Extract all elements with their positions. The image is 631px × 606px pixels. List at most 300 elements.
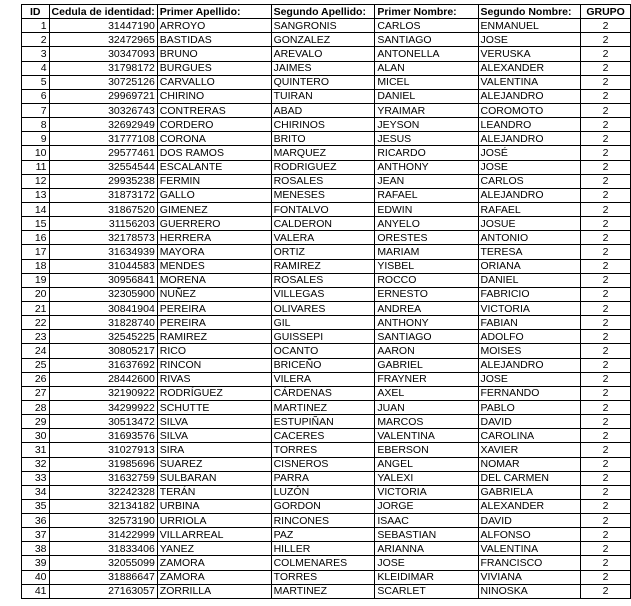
- table-row: [22, 217, 631, 231]
- cell-cedula: 31447190: [49, 19, 157, 33]
- cell-id: 25: [22, 358, 50, 372]
- cell-cedula: 31833406: [49, 542, 157, 556]
- header-primer-apellido: Primer Apellido:: [157, 5, 271, 19]
- cell-segundo-apellido: GUISSEPI: [271, 330, 375, 344]
- cell-cedula: 31634939: [49, 245, 157, 259]
- cell-segundo-apellido: QUINTERO: [271, 75, 375, 89]
- cell-segundo-nombre: VIVIANA: [478, 570, 581, 584]
- table-row: [22, 231, 631, 245]
- cell-segundo-nombre: PABLO: [478, 400, 581, 414]
- cell-primer-nombre: SANTIAGO: [375, 33, 478, 47]
- cell-cedula: 32305900: [49, 287, 157, 301]
- cell-cedula: 32178573: [49, 231, 157, 245]
- cell-primer-nombre: ERNESTO: [375, 287, 478, 301]
- cell-grupo: 2: [581, 61, 631, 75]
- cell-grupo: 2: [581, 499, 631, 513]
- cell-cedula: 31027913: [49, 443, 157, 457]
- cell-id: 13: [22, 188, 50, 202]
- cell-primer-nombre: AXEL: [375, 386, 478, 400]
- cell-segundo-apellido: BRITO: [271, 132, 375, 146]
- cell-primer-nombre: ARIANNA: [375, 542, 478, 556]
- cell-grupo: 2: [581, 556, 631, 570]
- cell-segundo-nombre: ALFONSO: [478, 528, 581, 542]
- table-row: [22, 457, 631, 471]
- cell-primer-apellido: TERÁN: [157, 485, 271, 499]
- cell-segundo-nombre: MOISES: [478, 344, 581, 358]
- cell-grupo: 2: [581, 301, 631, 315]
- cell-primer-apellido: ZAMORA: [157, 556, 271, 570]
- cell-cedula: 29577461: [49, 146, 157, 160]
- cell-grupo: 2: [581, 443, 631, 457]
- cell-segundo-nombre: NINOSKA: [478, 584, 581, 598]
- cell-segundo-apellido: CALDERON: [271, 217, 375, 231]
- cell-cedula: 31422999: [49, 528, 157, 542]
- cell-segundo-nombre: FABIAN: [478, 316, 581, 330]
- cell-segundo-apellido: TUIRAN: [271, 89, 375, 103]
- table-body: [22, 19, 631, 599]
- cell-primer-apellido: YANEZ: [157, 542, 271, 556]
- cell-grupo: 2: [581, 570, 631, 584]
- cell-primer-apellido: URRIOLA: [157, 514, 271, 528]
- cell-segundo-apellido: OCANTO: [271, 344, 375, 358]
- cell-id: 37: [22, 528, 50, 542]
- cell-id: 3: [22, 47, 50, 61]
- cell-primer-apellido: SUAREZ: [157, 457, 271, 471]
- cell-segundo-nombre: GABRIELA: [478, 485, 581, 499]
- cell-segundo-nombre: VICTORIA: [478, 301, 581, 315]
- cell-primer-nombre: ORESTES: [375, 231, 478, 245]
- table-row: [22, 103, 631, 117]
- cell-grupo: 2: [581, 217, 631, 231]
- table-row: [22, 556, 631, 570]
- cell-segundo-apellido: LUZÓN: [271, 485, 375, 499]
- cell-id: 12: [22, 174, 50, 188]
- cell-grupo: 2: [581, 528, 631, 542]
- cell-primer-nombre: ANTONELLA: [375, 47, 478, 61]
- cell-primer-nombre: KLEIDIMAR: [375, 570, 478, 584]
- cell-cedula: 31637692: [49, 358, 157, 372]
- table-row: [22, 202, 631, 216]
- cell-cedula: 30513472: [49, 415, 157, 429]
- cell-segundo-nombre: DEL CARMEN: [478, 471, 581, 485]
- cell-segundo-nombre: ALEJANDRO: [478, 89, 581, 103]
- cell-segundo-apellido: CACERES: [271, 429, 375, 443]
- table-row: [22, 386, 631, 400]
- cell-cedula: 30347093: [49, 47, 157, 61]
- cell-primer-nombre: VALENTINA: [375, 429, 478, 443]
- cell-grupo: 2: [581, 188, 631, 202]
- cell-segundo-nombre: FERNANDO: [478, 386, 581, 400]
- cell-segundo-nombre: ENMANUEL: [478, 19, 581, 33]
- table-row: [22, 89, 631, 103]
- cell-id: 10: [22, 146, 50, 160]
- table-row: [22, 499, 631, 513]
- cell-segundo-apellido: ABAD: [271, 103, 375, 117]
- cell-grupo: 2: [581, 47, 631, 61]
- cell-grupo: 2: [581, 514, 631, 528]
- cell-grupo: 2: [581, 415, 631, 429]
- cell-primer-nombre: DANIEL: [375, 89, 478, 103]
- table-row: [22, 542, 631, 556]
- cell-id: 40: [22, 570, 50, 584]
- cell-id: 27: [22, 386, 50, 400]
- cell-grupo: 2: [581, 485, 631, 499]
- cell-id: 28: [22, 400, 50, 414]
- table-row: [22, 528, 631, 542]
- cell-grupo: 2: [581, 372, 631, 386]
- cell-segundo-apellido: CHIRINOS: [271, 118, 375, 132]
- cell-segundo-nombre: DAVID: [478, 514, 581, 528]
- cell-grupo: 2: [581, 542, 631, 556]
- cell-segundo-apellido: BRICEÑO: [271, 358, 375, 372]
- table-row: [22, 273, 631, 287]
- cell-id: 8: [22, 118, 50, 132]
- cell-primer-nombre: JOSE: [375, 556, 478, 570]
- cell-segundo-nombre: ADOLFO: [478, 330, 581, 344]
- cell-segundo-apellido: ESTUPIÑAN: [271, 415, 375, 429]
- cell-segundo-nombre: COROMOTO: [478, 103, 581, 117]
- cell-grupo: 2: [581, 358, 631, 372]
- cell-id: 35: [22, 499, 50, 513]
- header-primer-nombre: Primer Nombre:: [375, 5, 478, 19]
- cell-primer-nombre: ROCCO: [375, 273, 478, 287]
- cell-id: 39: [22, 556, 50, 570]
- cell-grupo: 2: [581, 259, 631, 273]
- header-segundo-apellido: Segundo Apellido:: [271, 5, 375, 19]
- cell-cedula: 31867520: [49, 202, 157, 216]
- cell-primer-apellido: FERMIN: [157, 174, 271, 188]
- table-row: [22, 75, 631, 89]
- cell-cedula: 30956841: [49, 273, 157, 287]
- cell-id: 31: [22, 443, 50, 457]
- cell-primer-nombre: ANYELO: [375, 217, 478, 231]
- cell-cedula: 32472965: [49, 33, 157, 47]
- cell-cedula: 31044583: [49, 259, 157, 273]
- cell-id: 4: [22, 61, 50, 75]
- cell-segundo-nombre: JOSÉ: [478, 146, 581, 160]
- cell-segundo-apellido: TORRES: [271, 570, 375, 584]
- header-segundo-nombre: Segundo Nombre:: [478, 5, 581, 19]
- cell-id: 20: [22, 287, 50, 301]
- cell-grupo: 2: [581, 316, 631, 330]
- table-row: [22, 443, 631, 457]
- cell-segundo-nombre: RAFAEL: [478, 202, 581, 216]
- student-roster-table: [21, 4, 631, 599]
- cell-grupo: 2: [581, 287, 631, 301]
- cell-segundo-apellido: GONZALEZ: [271, 33, 375, 47]
- cell-segundo-nombre: TERESA: [478, 245, 581, 259]
- cell-id: 32: [22, 457, 50, 471]
- cell-cedula: 31873172: [49, 188, 157, 202]
- cell-cedula: 29935238: [49, 174, 157, 188]
- cell-primer-nombre: MICEL: [375, 75, 478, 89]
- cell-segundo-nombre: CARLOS: [478, 174, 581, 188]
- cell-primer-nombre: GABRIEL: [375, 358, 478, 372]
- cell-primer-apellido: HERRERA: [157, 231, 271, 245]
- cell-segundo-apellido: ROSALES: [271, 174, 375, 188]
- cell-id: 33: [22, 471, 50, 485]
- table-row: [22, 358, 631, 372]
- cell-segundo-apellido: MENESES: [271, 188, 375, 202]
- header-cedula: Cedula de identidad:: [49, 5, 157, 19]
- cell-primer-apellido: CORDERO: [157, 118, 271, 132]
- cell-primer-nombre: SANTIAGO: [375, 330, 478, 344]
- table-row: [22, 160, 631, 174]
- cell-primer-nombre: RICARDO: [375, 146, 478, 160]
- cell-primer-nombre: SEBASTIAN: [375, 528, 478, 542]
- cell-cedula: 30841904: [49, 301, 157, 315]
- cell-primer-nombre: ANGEL: [375, 457, 478, 471]
- cell-primer-apellido: RICO: [157, 344, 271, 358]
- cell-grupo: 2: [581, 103, 631, 117]
- cell-grupo: 2: [581, 245, 631, 259]
- cell-id: 22: [22, 316, 50, 330]
- header-id: ID: [22, 5, 50, 19]
- cell-primer-apellido: SILVA: [157, 429, 271, 443]
- cell-segundo-apellido: CÁRDENAS: [271, 386, 375, 400]
- cell-primer-apellido: PEREIRA: [157, 301, 271, 315]
- cell-cedula: 30725126: [49, 75, 157, 89]
- cell-segundo-apellido: GORDON: [271, 499, 375, 513]
- table-row: [22, 33, 631, 47]
- cell-primer-apellido: SILVA: [157, 415, 271, 429]
- cell-primer-apellido: MAYORA: [157, 245, 271, 259]
- table-row: [22, 415, 631, 429]
- cell-segundo-apellido: FONTALVO: [271, 202, 375, 216]
- cell-primer-apellido: BURGUES: [157, 61, 271, 75]
- cell-grupo: 2: [581, 330, 631, 344]
- cell-cedula: 31828740: [49, 316, 157, 330]
- cell-segundo-apellido: AREVALO: [271, 47, 375, 61]
- cell-grupo: 2: [581, 202, 631, 216]
- cell-grupo: 2: [581, 132, 631, 146]
- cell-primer-apellido: BRUNO: [157, 47, 271, 61]
- cell-cedula: 32055099: [49, 556, 157, 570]
- cell-cedula: 31632759: [49, 471, 157, 485]
- table-row: [22, 570, 631, 584]
- cell-primer-apellido: SCHUTTE: [157, 400, 271, 414]
- cell-id: 16: [22, 231, 50, 245]
- cell-segundo-nombre: FABRICIO: [478, 287, 581, 301]
- cell-primer-apellido: GALLO: [157, 188, 271, 202]
- cell-segundo-apellido: PARRA: [271, 471, 375, 485]
- cell-id: 6: [22, 89, 50, 103]
- cell-segundo-apellido: RINCONES: [271, 514, 375, 528]
- cell-segundo-nombre: FRANCISCO: [478, 556, 581, 570]
- cell-cedula: 31777108: [49, 132, 157, 146]
- cell-segundo-apellido: ROSALES: [271, 273, 375, 287]
- cell-segundo-apellido: OLIVARES: [271, 301, 375, 315]
- table-row: [22, 174, 631, 188]
- cell-segundo-nombre: ALEXANDER: [478, 499, 581, 513]
- cell-cedula: 32545225: [49, 330, 157, 344]
- cell-primer-nombre: ISAAC: [375, 514, 478, 528]
- table-row: [22, 61, 631, 75]
- cell-primer-nombre: JEYSON: [375, 118, 478, 132]
- cell-primer-apellido: GUERRERO: [157, 217, 271, 231]
- cell-segundo-nombre: CAROLINA: [478, 429, 581, 443]
- cell-grupo: 2: [581, 19, 631, 33]
- cell-segundo-apellido: GIL: [271, 316, 375, 330]
- cell-cedula: 31798172: [49, 61, 157, 75]
- cell-grupo: 2: [581, 386, 631, 400]
- cell-cedula: 30326743: [49, 103, 157, 117]
- table-row: [22, 287, 631, 301]
- cell-grupo: 2: [581, 146, 631, 160]
- cell-grupo: 2: [581, 174, 631, 188]
- cell-segundo-nombre: VALENTINA: [478, 75, 581, 89]
- cell-primer-apellido: MENDES: [157, 259, 271, 273]
- cell-grupo: 2: [581, 429, 631, 443]
- table-row: [22, 330, 631, 344]
- cell-id: 14: [22, 202, 50, 216]
- cell-segundo-nombre: ALEJANDRO: [478, 358, 581, 372]
- cell-primer-apellido: RAMIREZ: [157, 330, 271, 344]
- cell-primer-apellido: ZORRILLA: [157, 584, 271, 598]
- cell-grupo: 2: [581, 75, 631, 89]
- cell-segundo-nombre: ALEJANDRO: [478, 132, 581, 146]
- cell-primer-nombre: SCARLET: [375, 584, 478, 598]
- cell-id: 23: [22, 330, 50, 344]
- cell-grupo: 2: [581, 584, 631, 598]
- cell-id: 38: [22, 542, 50, 556]
- cell-grupo: 2: [581, 89, 631, 103]
- cell-primer-nombre: YISBEL: [375, 259, 478, 273]
- cell-id: 41: [22, 584, 50, 598]
- cell-segundo-nombre: DANIEL: [478, 273, 581, 287]
- header-grupo: GRUPO: [581, 5, 631, 19]
- cell-cedula: 31693576: [49, 429, 157, 443]
- cell-primer-apellido: RODRÍGUEZ: [157, 386, 271, 400]
- cell-id: 7: [22, 103, 50, 117]
- cell-primer-apellido: ESCALANTE: [157, 160, 271, 174]
- cell-primer-nombre: JORGE: [375, 499, 478, 513]
- cell-grupo: 2: [581, 344, 631, 358]
- cell-grupo: 2: [581, 231, 631, 245]
- cell-primer-apellido: CONTRERAS: [157, 103, 271, 117]
- table-row: [22, 429, 631, 443]
- table-row: [22, 19, 631, 33]
- cell-id: 29: [22, 415, 50, 429]
- cell-primer-apellido: NUÑEZ: [157, 287, 271, 301]
- cell-id: 5: [22, 75, 50, 89]
- cell-primer-apellido: PEREIRA: [157, 316, 271, 330]
- cell-cedula: 27163057: [49, 584, 157, 598]
- table-row: [22, 400, 631, 414]
- cell-grupo: 2: [581, 33, 631, 47]
- cell-segundo-apellido: MARTINEZ: [271, 584, 375, 598]
- cell-primer-nombre: CARLOS: [375, 19, 478, 33]
- cell-segundo-nombre: ANTONIO: [478, 231, 581, 245]
- cell-segundo-apellido: HILLER: [271, 542, 375, 556]
- cell-segundo-nombre: NOMAR: [478, 457, 581, 471]
- cell-primer-nombre: ANTHONY: [375, 316, 478, 330]
- cell-id: 2: [22, 33, 50, 47]
- cell-primer-nombre: MARCOS: [375, 415, 478, 429]
- cell-segundo-nombre: XAVIER: [478, 443, 581, 457]
- cell-cedula: 28442600: [49, 372, 157, 386]
- cell-segundo-nombre: JOSE: [478, 372, 581, 386]
- cell-segundo-apellido: JAIMES: [271, 61, 375, 75]
- cell-primer-apellido: DOS RAMOS: [157, 146, 271, 160]
- cell-primer-apellido: CORONA: [157, 132, 271, 146]
- cell-primer-apellido: CHIRINO: [157, 89, 271, 103]
- cell-segundo-nombre: LEANDRO: [478, 118, 581, 132]
- cell-primer-apellido: GIMENEZ: [157, 202, 271, 216]
- cell-segundo-apellido: RAMIREZ: [271, 259, 375, 273]
- cell-segundo-apellido: MARTINEZ: [271, 400, 375, 414]
- cell-id: 24: [22, 344, 50, 358]
- cell-primer-nombre: EDWIN: [375, 202, 478, 216]
- cell-primer-nombre: RAFAEL: [375, 188, 478, 202]
- cell-primer-apellido: CARVALLO: [157, 75, 271, 89]
- cell-cedula: 32242328: [49, 485, 157, 499]
- cell-segundo-apellido: COLMENARES: [271, 556, 375, 570]
- cell-primer-apellido: SIRA: [157, 443, 271, 457]
- cell-id: 19: [22, 273, 50, 287]
- cell-id: 1: [22, 19, 50, 33]
- cell-segundo-nombre: VALENTINA: [478, 542, 581, 556]
- cell-segundo-apellido: VILERA: [271, 372, 375, 386]
- cell-grupo: 2: [581, 118, 631, 132]
- cell-id: 15: [22, 217, 50, 231]
- cell-cedula: 32134182: [49, 499, 157, 513]
- table-row: [22, 118, 631, 132]
- cell-id: 21: [22, 301, 50, 315]
- cell-cedula: 31886647: [49, 570, 157, 584]
- cell-segundo-nombre: JOSUE: [478, 217, 581, 231]
- cell-primer-nombre: YRAIMAR: [375, 103, 478, 117]
- cell-primer-nombre: AARON: [375, 344, 478, 358]
- cell-segundo-apellido: VILLEGAS: [271, 287, 375, 301]
- table-row: [22, 372, 631, 386]
- table-row: [22, 146, 631, 160]
- table-row: [22, 471, 631, 485]
- cell-primer-nombre: JEAN: [375, 174, 478, 188]
- table-row: [22, 316, 631, 330]
- cell-primer-nombre: FRAYNER: [375, 372, 478, 386]
- cell-grupo: 2: [581, 400, 631, 414]
- cell-primer-apellido: ZAMORA: [157, 570, 271, 584]
- cell-grupo: 2: [581, 160, 631, 174]
- table-row: [22, 514, 631, 528]
- cell-primer-apellido: URBINA: [157, 499, 271, 513]
- cell-id: 18: [22, 259, 50, 273]
- cell-id: 34: [22, 485, 50, 499]
- cell-segundo-nombre: ALEXANDER: [478, 61, 581, 75]
- cell-grupo: 2: [581, 273, 631, 287]
- cell-segundo-nombre: ALEJANDRO: [478, 188, 581, 202]
- table-row: [22, 584, 631, 598]
- cell-segundo-apellido: RODRIGUEZ: [271, 160, 375, 174]
- cell-primer-nombre: JUAN: [375, 400, 478, 414]
- cell-primer-nombre: EBERSON: [375, 443, 478, 457]
- cell-primer-apellido: MORENA: [157, 273, 271, 287]
- cell-primer-apellido: BASTIDAS: [157, 33, 271, 47]
- cell-cedula: 34299922: [49, 400, 157, 414]
- cell-segundo-apellido: SANGRONIS: [271, 19, 375, 33]
- cell-segundo-apellido: VALERA: [271, 231, 375, 245]
- cell-id: 26: [22, 372, 50, 386]
- cell-segundo-apellido: PAZ: [271, 528, 375, 542]
- cell-segundo-nombre: JOSE: [478, 160, 581, 174]
- cell-id: 30: [22, 429, 50, 443]
- cell-cedula: 32573190: [49, 514, 157, 528]
- cell-primer-apellido: ARROYO: [157, 19, 271, 33]
- cell-id: 11: [22, 160, 50, 174]
- cell-primer-nombre: VICTORIA: [375, 485, 478, 499]
- cell-id: 36: [22, 514, 50, 528]
